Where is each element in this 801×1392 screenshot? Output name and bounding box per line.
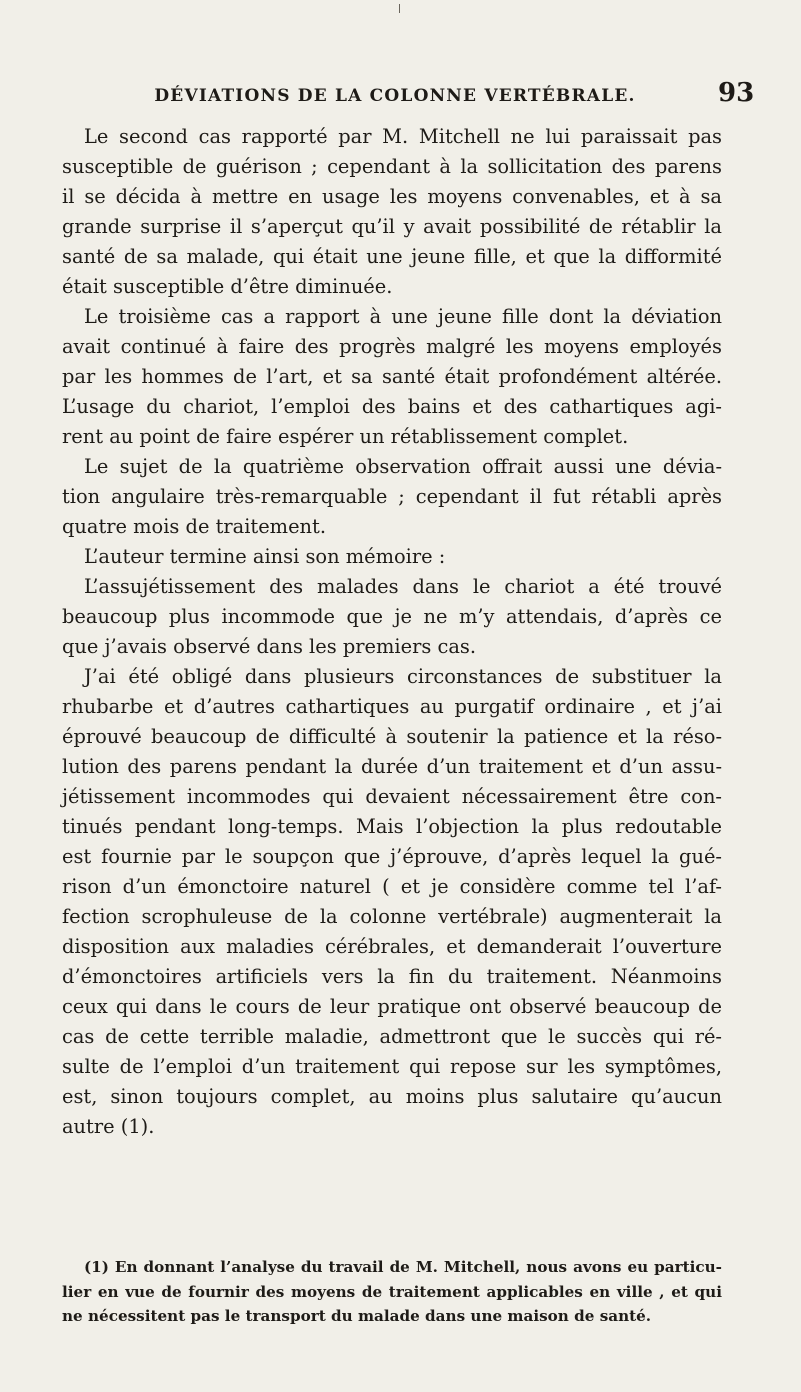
- text-line: beaucoup plus incommode que je ne m’y attendais, d’après ce: [62, 605, 722, 628]
- text-line: Le troisième cas a rapport à une jeune fille dont la déviation: [84, 305, 722, 328]
- text-line: lution des parens pendant la durée d’un traitement et d’un assu-: [62, 755, 722, 778]
- text-line: grande surprise il s’aperçut qu’il y avait possibilité de rétablir la: [62, 215, 722, 238]
- footnote: [62, 1255, 722, 1329]
- text-line: rison d’un émonctoire naturel ( et je considère comme tel l’af-: [62, 875, 722, 898]
- body-text: [62, 122, 722, 1142]
- text-line: susceptible de guérison ; cependant à la sollicitation des parens: [62, 155, 722, 178]
- text-line: quatre mois de traitement.: [62, 515, 326, 538]
- text-line: fection scrophuleuse de la colonne vertébrale) augmenterait la: [62, 905, 722, 928]
- text-line: L’auteur termine ainsi son mémoire :: [84, 545, 446, 568]
- text-line: d’émonctoires artificiels vers la fin du traitement. Néanmoins: [62, 965, 722, 988]
- text-line: L’assujétissement des malades dans le chariot a été trouvé: [84, 575, 722, 598]
- footnote-line: lier en vue de fournir des moyens de traitement applicables en ville , et qui: [62, 1282, 722, 1301]
- text-line: rent au point de faire espérer un rétablissement complet.: [62, 425, 629, 448]
- page-number: 93: [718, 78, 755, 108]
- text-line: est fournie par le soupçon que j’éprouve, d’après lequel la gué-: [62, 845, 722, 868]
- text-line: était susceptible d’être diminuée.: [62, 275, 393, 298]
- text-line: cas de cette terrible maladie, admettront que le succès qui ré-: [62, 1025, 722, 1048]
- footnote-line: (1) En donnant l’analyse du travail de M. Mitchell, nous avons eu particu-: [84, 1258, 722, 1276]
- text-line: santé de sa malade, qui était une jeune fille, et que la difformité: [62, 245, 722, 268]
- text-line: Le sujet de la quatrième observation offrait aussi une dévia-: [84, 455, 722, 478]
- text-line: Le second cas rapporté par M. Mitchell ne lui paraissait pas: [84, 125, 722, 148]
- text-line: éprouvé beaucoup de difficulté à soutenir la patience et la réso-: [62, 725, 722, 748]
- text-line: avait continué à faire des progrès malgré les moyens employés: [62, 335, 722, 358]
- text-line: jétissement incommodes qui devaient nécessairement être con-: [62, 785, 722, 808]
- text-line: est, sinon toujours complet, au moins plus salutaire qu’aucun: [62, 1085, 722, 1108]
- text-line: disposition aux maladies cérébrales, et demanderait l’ouverture: [62, 935, 722, 958]
- running-head: DÉVIATIONS DE LA COLONNE VERTÉBRALE.: [154, 86, 636, 106]
- text-line: tion angulaire très-remarquable ; cependant il fut rétabli après: [62, 485, 722, 508]
- text-line: par les hommes de l’art, et sa santé était profondément altérée.: [62, 365, 722, 388]
- margin-mark: [399, 4, 400, 13]
- footnote-line: ne nécessitent pas le transport du malade dans une maison de santé.: [62, 1307, 652, 1326]
- text-line: il se décida à mettre en usage les moyens convenables, et à sa: [62, 185, 722, 208]
- text-line: tinués pendant long-temps. Mais l’objection la plus redoutable: [62, 815, 722, 838]
- text-line: ceux qui dans le cours de leur pratique ont observé beaucoup de: [62, 995, 722, 1018]
- text-line: rhubarbe et d’autres cathartiques au purgatif ordinaire , et j’ai: [62, 695, 722, 718]
- text-line: autre (1).: [62, 1115, 155, 1138]
- text-line: J’ai été obligé dans plusieurs circonstances de substituer la: [84, 665, 722, 688]
- text-line: L’usage du chariot, l’emploi des bains et des cathartiques agi-: [62, 395, 722, 418]
- text-line: que j’avais observé dans les premiers cas.: [62, 635, 476, 658]
- text-line: sulte de l’emploi d’un traitement qui repose sur les symptômes,: [62, 1055, 722, 1078]
